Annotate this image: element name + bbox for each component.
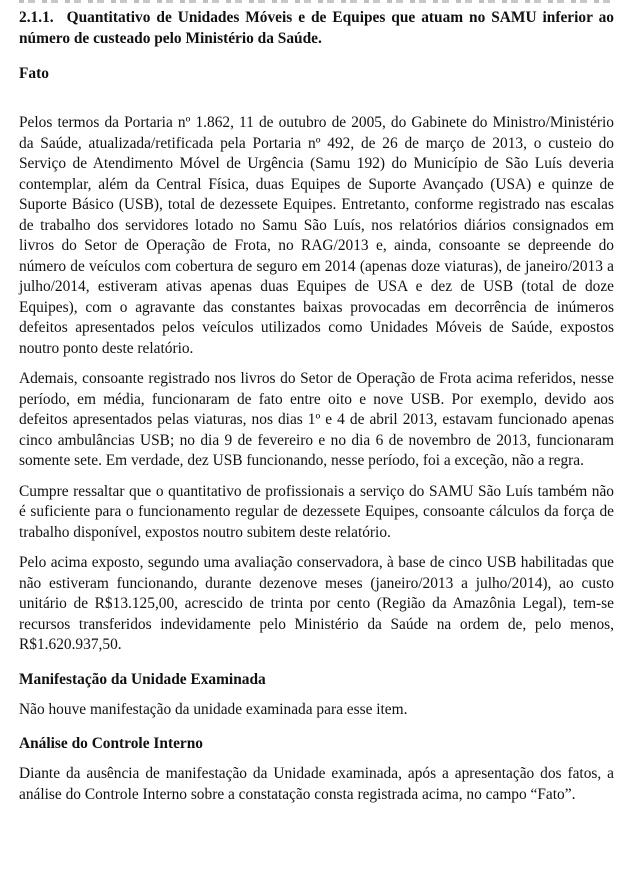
analise-paragraph: Diante da ausência de manifestação da Unidade examinada, após a apresentação dos fatos, a análise do Controle Interno sobre a constatação consta registrada acima, no campo “Fato”. (19, 765, 614, 803)
section-title: Quantitativo de Unidades Móveis e de Equipes que atuam no SAMU inferior ao número de custeado pelo Ministério da Saúde. (19, 9, 614, 47)
manifestacao-heading: Manifestação da Unidade Examinada (19, 670, 266, 688)
section-heading (19, 7, 614, 49)
manifestacao-paragraph: Não houve manifestação da unidade examinada para esse item. (19, 700, 408, 718)
fato-heading: Fato (19, 65, 49, 82)
cropped-text-artifact (19, 0, 614, 3)
fato-paragraph-3: Cumpre ressaltar que o quantitativo de profissionais a serviço do SAMU São Luís também não é suficiente para o funcionamento regular de dezessete Equipes, consoante cálculos da força de trabalho disponível, expostos noutro subitem deste relatório. (19, 482, 614, 541)
analise-heading: Análise do Controle Interno (19, 735, 203, 752)
section-number: 2.1.1. (19, 9, 54, 26)
fato-paragraph-4: Pelo acima exposto, segundo uma avaliação conservadora, à base de cinco USB habilitadas que não estiveram funcionando, durante dezenove meses (janeiro/2013 a julho/2014), ao custo unitário de R$13.125,00, acrescido de trinta por cento (Região da Amazônia Legal), tem-se recursos transferidos indevidamente pelo Ministério da Saúde na ordem de, pelo menos, R$1.620.937,50. (19, 554, 614, 653)
fato-paragraph-2: Ademais, consoante registrado nos livros do Setor de Operação de Frota acima referidos, nesse período, em média, funcionaram de fato entre oito e nove USB. Por exemplo, devido aos defeitos apresentados pelas viaturas, nos dias 1º e 4 de abril 2013, estavam funcionado apenas cinco ambulâncias USB; no dia 9 de fevereiro e no dia 6 de novembro de 2013, funcionaram somente sete. Em verdade, dez USB funcionando, nesse período, foi a exceção, não a regra. (19, 370, 614, 469)
fato-paragraph-1: Pelos termos da Portaria nº 1.862, 11 de outubro de 2005, do Gabinete do Ministro/Ministério da Saúde, atualizada/retificada pela Portaria nº 492, de 26 de março de 2013, o custeio do Serviço de Atendimento Móvel de Urgência (Samu 192) do Município de São Luís deveria contemplar, além da Central Física, duas Equipes de Suporte Avançado (USA) e quinze de Suporte Básico (USB), total de dezessete Equipes. Entretanto, conforme registrado nas escalas de trabalho dos servidores lotado no Samu São Luís, nos relatórios diários consignados em livros do Setor de Operação de Frota, no RAG/2013 e, ainda, consoante se depreende do número de veículos com cobertura de seguro em 2014 (apenas doze viaturas), de janeiro/2013 a julho/2014, estiveram ativas apenas duas Equipes de USA e dez de USB (total de doze Equipes), com o agravante das constantes baixas provocadas em decorrência de inúmeros defeitos apresentados pelos veículos utilizados como Unidades Móveis de Saúde, expostos noutro ponto deste relatório. (19, 114, 614, 357)
